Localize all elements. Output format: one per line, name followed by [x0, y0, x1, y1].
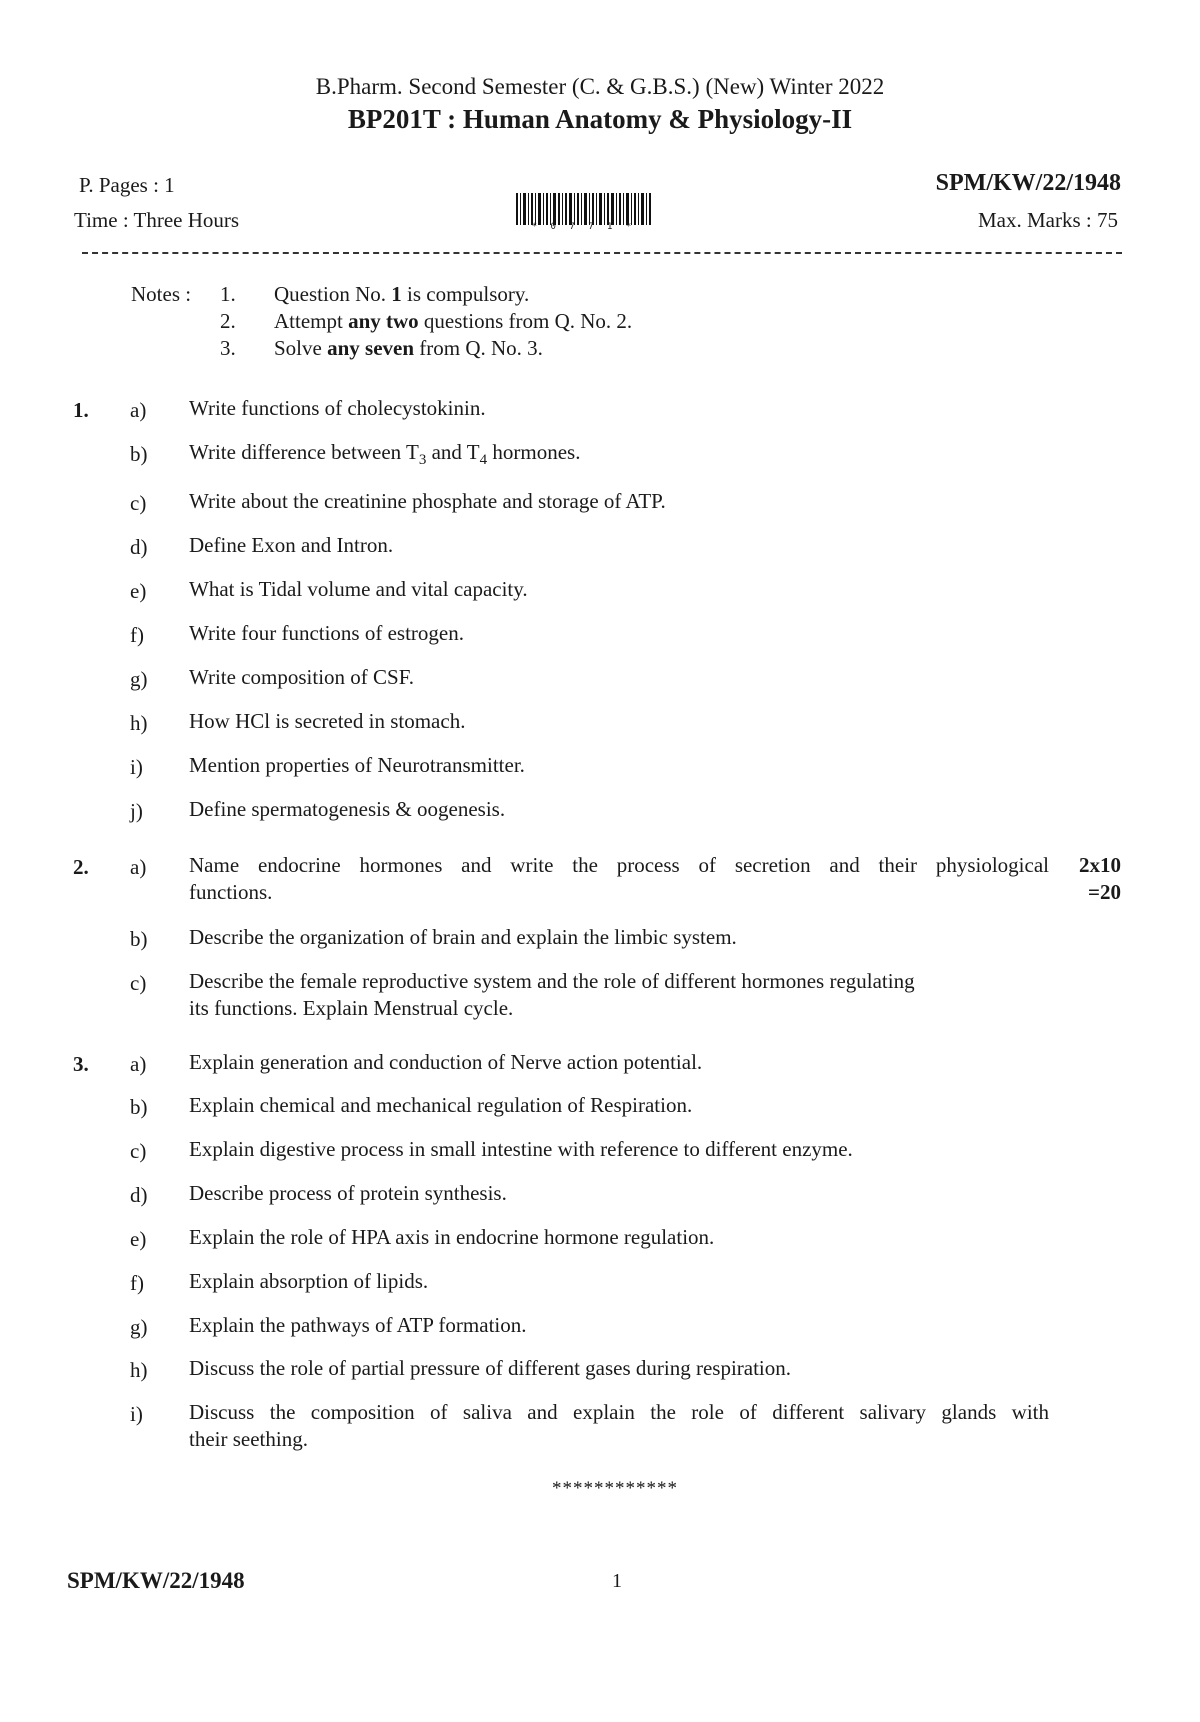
end-of-paper-mark: ************ [552, 1478, 678, 1499]
note-number: 3. [220, 336, 236, 360]
note-number: 1. [220, 282, 236, 306]
subject-title: BP201T : Human Anatomy & Physiology-II [347, 104, 853, 134]
part-label: g) [130, 667, 148, 691]
note-text: Attempt any two questions from Q. No. 2. [274, 309, 633, 333]
part-label: h) [130, 711, 148, 735]
question-text: Describe the female reproductive system and the role of different hormones regulating its functions. Explain Menstrual cycle. [189, 969, 915, 1020]
barcode-digits: * 0 7 7 1 * [531, 222, 636, 232]
note-number: 2. [220, 309, 236, 333]
question-text: Describe process of protein synthesis. [189, 1181, 507, 1205]
question-text: Mention properties of Neurotransmitter. [189, 753, 525, 777]
dashed-divider [82, 252, 1122, 254]
question-text: Write about the creatinine phosphate and storage of ATP. [189, 489, 666, 513]
part-label: i) [130, 1402, 143, 1426]
question-text: Discuss the composition of saliva and explain the role of different salivary glands with their seething. [189, 1400, 1049, 1451]
question-text: Discuss the role of partial pressure of different gases during respiration. [189, 1356, 792, 1380]
note-text: Question No. 1 is compulsory. [274, 282, 530, 306]
question-text: Write four functions of estrogen. [189, 621, 464, 645]
exam-duration: Time : Three Hours [74, 208, 240, 232]
part-label: h) [130, 1358, 148, 1382]
part-label: e) [130, 1227, 147, 1251]
notes-label: Notes : [131, 282, 192, 306]
footer-paper-code: SPM/KW/22/1948 [67, 1568, 245, 1593]
page-count: P. Pages : 1 [79, 173, 175, 197]
question-text: Explain the pathways of ATP formation. [189, 1313, 527, 1337]
part-label: a) [130, 398, 147, 422]
question-text: Write difference between $T_3$ and $T_4$ hormones. [189, 440, 581, 469]
part-label: j) [130, 799, 143, 823]
note-text: Solve any seven from Q. No. 3. [274, 336, 543, 360]
question-text: Explain digestive process in small intestine with reference to different enzyme. [189, 1137, 853, 1161]
question-text: Write composition of CSF. [189, 665, 414, 689]
question-text: Name endocrine hormones and write the process of secretion and their physiological functions. [189, 853, 1049, 904]
question-text: Write functions of cholecystokinin. [189, 396, 486, 420]
marks-allocation: 2x10 =20 [1079, 853, 1121, 904]
part-label: g) [130, 1315, 148, 1339]
barcode [516, 193, 651, 225]
part-label: c) [130, 1139, 147, 1163]
part-label: f) [130, 1271, 144, 1295]
part-label: c) [130, 491, 147, 515]
question-text: Define spermatogenesis & oogenesis. [189, 797, 506, 821]
question-text: Describe the organization of brain and explain the limbic system. [189, 925, 737, 949]
question-number: 3. [73, 1052, 89, 1076]
part-label: c) [130, 971, 147, 995]
part-label: i) [130, 755, 143, 779]
question-text: Define Exon and Intron. [189, 533, 394, 557]
part-label: a) [130, 855, 147, 879]
question-text: Explain the role of HPA axis in endocrine hormone regulation. [189, 1225, 715, 1249]
paper-code: SPM/KW/22/1948 [935, 170, 1121, 196]
page-number: 1 [612, 1570, 622, 1592]
part-label: a) [130, 1052, 147, 1076]
question-text: What is Tidal volume and vital capacity. [189, 577, 528, 601]
part-label: b) [130, 442, 148, 466]
part-label: d) [130, 1183, 148, 1207]
question-number: 1. [73, 398, 89, 422]
question-number: 2. [73, 855, 89, 879]
question-text: Explain chemical and mechanical regulation of Respiration. [189, 1093, 693, 1117]
exam-title: B.Pharm. Second Semester (C. & G.B.S.) (New) Winter 2022 [315, 74, 885, 99]
part-label: f) [130, 623, 144, 647]
max-marks: Max. Marks : 75 [978, 208, 1118, 232]
question-text: Explain generation and conduction of Nerve action potential. [189, 1050, 703, 1074]
part-label: b) [130, 927, 148, 951]
question-text: Explain absorption of lipids. [189, 1269, 429, 1293]
part-label: d) [130, 535, 148, 559]
question-text: How HCl is secreted in stomach. [189, 709, 466, 733]
part-label: b) [130, 1095, 148, 1119]
part-label: e) [130, 579, 147, 603]
